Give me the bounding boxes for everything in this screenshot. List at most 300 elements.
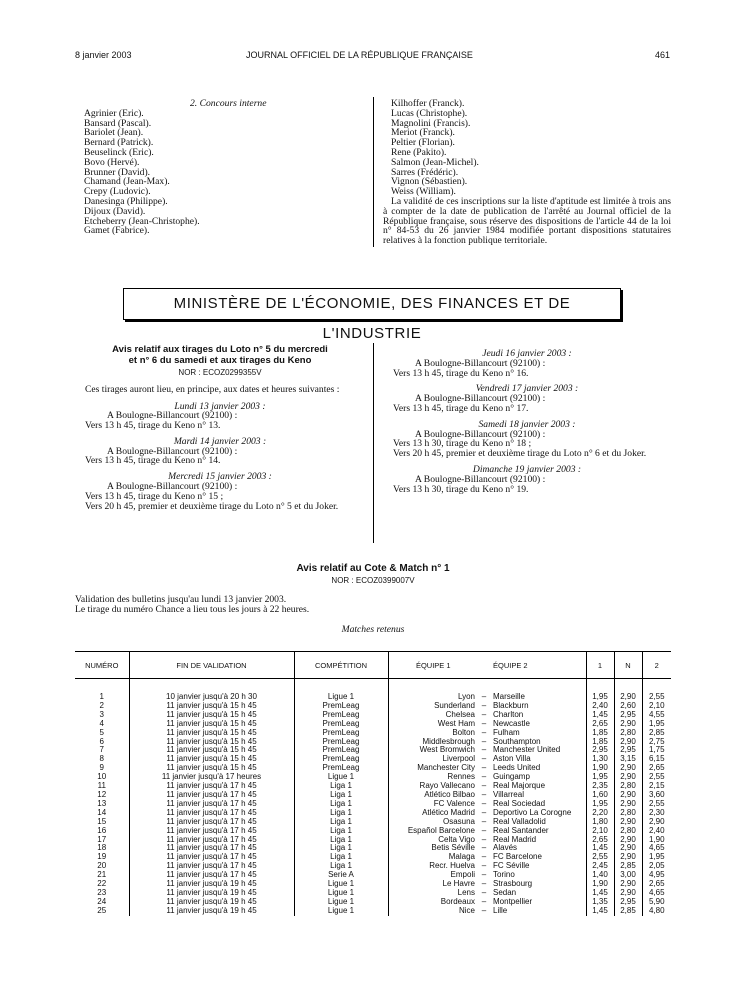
cell-equipe2: Real Valladolid: [493, 816, 546, 826]
cell-fin-validation: 11 janvier jusqu'à 17 h 45: [129, 782, 294, 791]
cell-odd-1: 1,45: [586, 844, 614, 853]
cell-odd-1: 2,35: [586, 782, 614, 791]
cell-odd-2: 2,10: [642, 702, 671, 711]
cell-equipe1: West Bromwich: [388, 746, 478, 755]
cell-fin-validation: 11 janvier jusqu'à 15 h 45: [129, 755, 294, 764]
cell-equipe1: Atlético Bilbao: [388, 791, 478, 800]
draw-date: Jeudi 16 janvier 2003 :: [482, 348, 572, 359]
table-row: [75, 702, 671, 711]
cell-equipe1: Bordeaux: [388, 898, 478, 907]
cell-odd-n: 2,90: [614, 773, 642, 782]
cell-dash: –: [481, 772, 487, 782]
th-fin-validation: FIN DE VALIDATION: [129, 652, 294, 679]
cell-fin-validation: 11 janvier jusqu'à 15 h 45: [129, 764, 294, 773]
cell-dash: –: [481, 879, 487, 889]
cell-odd-n: 2,80: [614, 827, 642, 836]
cell-fin-validation: 11 janvier jusqu'à 17 h 45: [129, 836, 294, 845]
cell-equipe1: Español Barcelone: [388, 827, 478, 836]
cell-odd-2: 5,90: [642, 898, 671, 907]
cell-numero: 12: [97, 789, 107, 799]
cell-dash: –: [481, 718, 487, 728]
draw-day: [383, 384, 671, 413]
candidate-name: Dijoux (David).: [84, 205, 146, 217]
draw-line: Vers 13 h 30, tirage du Keno n° 19.: [393, 483, 529, 495]
table-row: [75, 720, 671, 729]
th-equipe2: ÉQUIPE 2: [490, 652, 586, 679]
cell-odd-1: 2,40: [586, 702, 614, 711]
th-competition: COMPÉTITION: [294, 652, 388, 679]
cell-odd-2: 4,65: [642, 844, 671, 853]
cell-odd-2: 2,85: [642, 729, 671, 738]
cell-equipe1: Lens: [388, 889, 478, 898]
cell-equipe1: Malaga: [388, 853, 478, 862]
cell-numero: 24: [97, 896, 107, 906]
cell-odd-2: 2,30: [642, 809, 671, 818]
cell-competition: Liga 1: [294, 836, 388, 845]
cell-odd-n: 2,90: [614, 791, 642, 800]
cote-line2: Le tirage du numéro Chance a lieu tous les jours à 22 heures.: [75, 603, 310, 615]
cell-fin-validation: 11 janvier jusqu'à 17 h 45: [129, 809, 294, 818]
cell-competition: Liga 1: [294, 800, 388, 809]
cell-competition: PremLeag: [294, 711, 388, 720]
cell-competition: PremLeag: [294, 738, 388, 747]
cell-equipe2: Manchester United: [493, 745, 561, 755]
cell-fin-validation: 11 janvier jusqu'à 17 h 45: [129, 871, 294, 880]
table-row: [75, 827, 671, 836]
draw-line: Vers 13 h 45, tirage du Keno n° 17.: [393, 402, 529, 414]
cell-dash: –: [481, 736, 487, 746]
concours-left-list: [84, 109, 364, 236]
cell-odd-2: 2,75: [642, 738, 671, 747]
cell-equipe2: Real Majorque: [493, 781, 546, 791]
draw-date: Mercredi 15 janvier 2003 :: [168, 471, 272, 483]
draw-date: Samedi 18 janvier 2003 :: [478, 418, 576, 430]
candidate-name: Magnolini (Francis).: [391, 117, 471, 129]
cell-odd-1: 1,35: [586, 898, 614, 907]
cote-nor: NOR : ECOZ0399007V: [331, 576, 415, 585]
cell-equipe1: Empoli: [388, 871, 478, 880]
table-row: [75, 853, 671, 862]
cell-equipe2: Real Madrid: [493, 834, 537, 844]
draw-line: Vers 13 h 45, tirage du Keno n° 16.: [393, 367, 529, 379]
cell-equipe2: Alavés: [493, 843, 518, 853]
cote-line1: Validation des bulletins jusqu'au lundi 13 janvier 2003.: [75, 594, 287, 605]
candidate-name: Lucas (Christophe).: [391, 107, 468, 119]
cell-equipe1: Nice: [388, 907, 478, 916]
cell-equipe1: Atlético Madrid: [388, 809, 478, 818]
cell-odd-2: 4,95: [642, 871, 671, 880]
cell-equipe1: Betis Séville: [388, 844, 478, 853]
draw-line: Vers 13 h 45, tirage du Keno n° 15 ;: [85, 490, 224, 502]
cell-fin-validation: 10 janvier jusqu'à 20 h 30: [129, 693, 294, 702]
draw-place: A Boulogne-Billancourt (92100) :: [415, 473, 546, 485]
cell-numero: 3: [99, 709, 104, 719]
cell-competition: Serie A: [294, 871, 388, 880]
cell-equipe1: Liverpool: [388, 755, 478, 764]
cell-equipe1: FC Valence: [388, 800, 478, 809]
cell-odd-n: 2,90: [614, 764, 642, 773]
table-row: [75, 729, 671, 738]
header-journal: JOURNAL OFFICIEL DE LA RÉPUBLIQUE FRANÇAISE: [246, 50, 473, 60]
candidate-name: Bernard (Patrick).: [84, 137, 154, 149]
cell-equipe2: Southampton: [493, 736, 541, 746]
cell-dash: –: [481, 870, 487, 880]
cell-dash: –: [481, 692, 487, 701]
th-odd-n: N: [614, 652, 642, 679]
draw-day: [75, 472, 365, 511]
header-date: 8 janvier 2003: [75, 50, 132, 60]
cell-fin-validation: 11 janvier jusqu'à 15 h 45: [129, 729, 294, 738]
cell-competition: PremLeag: [294, 702, 388, 711]
cell-odd-n: 3,15: [614, 755, 642, 764]
cell-fin-validation: 11 janvier jusqu'à 15 h 45: [129, 738, 294, 747]
cell-fin-validation: 11 janvier jusqu'à 17 h 45: [129, 862, 294, 871]
cell-equipe2: Real Sociedad: [493, 798, 546, 808]
cell-numero: 10: [97, 772, 107, 782]
cell-odd-n: 2,90: [614, 844, 642, 853]
draw-date: Mardi 14 janvier 2003 :: [173, 435, 267, 447]
candidate-name: Rene (Pakito).: [391, 146, 447, 158]
cell-fin-validation: 11 janvier jusqu'à 15 h 45: [129, 720, 294, 729]
cell-odd-n: 2,80: [614, 809, 642, 818]
cell-competition: Liga 1: [294, 782, 388, 791]
table-row: [75, 791, 671, 800]
cell-equipe2: Blackburn: [493, 700, 529, 710]
cell-odd-2: 1,90: [642, 836, 671, 845]
cell-odd-n: 2,90: [614, 853, 642, 862]
cell-numero: 5: [99, 727, 104, 737]
cell-dash: –: [481, 852, 487, 862]
table-row: [75, 898, 671, 907]
cell-equipe2: Guingamp: [493, 772, 530, 782]
cell-numero: 9: [99, 763, 104, 773]
cell-numero: 15: [97, 816, 107, 826]
cell-equipe2: Newcastle: [493, 718, 530, 728]
concours-paragraph: La validité de ces inscriptions sur la liste d'aptitude est limitée à trois ans à compter de la date de publication de l'arrêté au Journal officiel de la République française, sous réserve des dispositions de l'article 44 de la loi n° 84-53 du 26 janvier 1984 modifiée portant dispositions statutaires relatives à la fonction publique territoriale.: [383, 195, 671, 247]
candidate-name: Meriot (Franck).: [391, 127, 455, 139]
draw-line: Vers 13 h 45, tirage du Keno n° 13.: [85, 420, 221, 432]
cell-odd-2: 6,15: [642, 755, 671, 764]
cell-odd-2: 3,60: [642, 791, 671, 800]
cell-dash: –: [481, 789, 487, 799]
cell-equipe2: Deportivo La Corogne: [493, 807, 572, 817]
cell-odd-1: 1,90: [586, 880, 614, 889]
cell-fin-validation: 11 janvier jusqu'à 17 h 45: [129, 818, 294, 827]
loto-title-line1: Avis relatif aux tirages du Loto n° 5 du mercredi: [112, 344, 328, 355]
cell-odd-2: 2,40: [642, 827, 671, 836]
th-odd-2: 2: [642, 652, 671, 679]
cell-numero: 13: [97, 798, 107, 808]
cell-dash: –: [481, 727, 487, 737]
th-equipe1: ÉQUIPE 1: [388, 652, 478, 679]
column-divider-2: [373, 343, 374, 543]
draw-date: Dimanche 19 janvier 2003 :: [472, 463, 582, 475]
cell-odd-1: 1,45: [586, 907, 614, 916]
table-row: [75, 809, 671, 818]
cell-odd-1: 1,95: [586, 773, 614, 782]
cell-fin-validation: 11 janvier jusqu'à 17 h 45: [129, 853, 294, 862]
cell-equipe2: Charlton: [493, 709, 524, 719]
cell-odd-1: 1,45: [586, 711, 614, 720]
cell-numero: 21: [97, 870, 107, 880]
cell-equipe2: Lille: [493, 905, 508, 915]
candidate-name: Etcheberry (Jean-Christophe).: [84, 215, 200, 227]
cell-equipe1: Lyon: [388, 693, 478, 702]
loto-days-right: [383, 343, 671, 494]
matches-table: [75, 651, 671, 916]
cell-equipe2: FC Barcelone: [493, 852, 542, 862]
table-header-row: [75, 652, 671, 679]
cell-odd-2: 2,15: [642, 782, 671, 791]
cell-odd-1: 1,80: [586, 818, 614, 827]
cell-competition: Liga 1: [294, 791, 388, 800]
cell-odd-n: 2,90: [614, 880, 642, 889]
cell-numero: 16: [97, 825, 107, 835]
cell-odd-1: 2,20: [586, 809, 614, 818]
cell-equipe2: Aston Villa: [493, 754, 531, 764]
th-odd-1: 1: [586, 652, 614, 679]
cell-fin-validation: 11 janvier jusqu'à 15 h 45: [129, 702, 294, 711]
cell-fin-validation: 11 janvier jusqu'à 19 h 45: [129, 880, 294, 889]
table-row: [75, 880, 671, 889]
candidate-name: Crepy (Ludovic).: [84, 186, 151, 198]
cell-equipe2: Torino: [493, 870, 515, 880]
cell-odd-1: 1,60: [586, 791, 614, 800]
cell-numero: 11: [97, 781, 106, 791]
candidate-name: Vignon (Sébastien).: [391, 176, 468, 188]
cell-competition: PremLeag: [294, 729, 388, 738]
cell-odd-2: 1,75: [642, 746, 671, 755]
cell-odd-n: 2,90: [614, 720, 642, 729]
cell-equipe1: Celta Vigo: [388, 836, 478, 845]
cell-numero: 19: [97, 852, 107, 862]
cell-equipe2: Fulham: [493, 727, 520, 737]
cell-competition: PremLeag: [294, 720, 388, 729]
draw-date: Lundi 13 janvier 2003 :: [174, 400, 266, 412]
cell-odd-n: 2,90: [614, 738, 642, 747]
cell-odd-2: 1,95: [642, 720, 671, 729]
cell-odd-n: 2,95: [614, 746, 642, 755]
cell-odd-n: 2,80: [614, 729, 642, 738]
table-row: [75, 755, 671, 764]
candidate-name: Kilhoffer (Franck).: [391, 98, 465, 109]
cell-odd-n: 2,90: [614, 693, 642, 702]
cell-dash: –: [481, 834, 487, 844]
cell-equipe1: Sunderland: [388, 702, 478, 711]
cell-equipe1: Middlesbrough: [388, 738, 478, 747]
cell-odd-2: 2,05: [642, 862, 671, 871]
concours-left-column: [84, 99, 364, 236]
cell-competition: Ligue 1: [294, 693, 388, 702]
cell-odd-n: 3,00: [614, 871, 642, 880]
concours-right-list: [383, 99, 671, 197]
cell-odd-1: 2,65: [586, 836, 614, 845]
table-row: [75, 782, 671, 791]
cell-fin-validation: 11 janvier jusqu'à 17 h 45: [129, 844, 294, 853]
cell-odd-1: 2,10: [586, 827, 614, 836]
table-row: [75, 800, 671, 809]
cell-dash: –: [481, 861, 487, 871]
cell-odd-2: 2,90: [642, 818, 671, 827]
cell-numero: 20: [97, 861, 107, 871]
draw-place: A Boulogne-Billancourt (92100) :: [107, 481, 238, 493]
loto-nor: NOR : ECOZ0299355V: [178, 368, 262, 377]
cell-fin-validation: 11 janvier jusqu'à 19 h 45: [129, 889, 294, 898]
cell-odd-2: 1,95: [642, 853, 671, 862]
cell-odd-n: 2,80: [614, 782, 642, 791]
concours-title: 2. Concours interne: [190, 98, 267, 109]
loto-notice: [75, 344, 365, 511]
cell-competition: Liga 1: [294, 818, 388, 827]
cell-dash: –: [481, 700, 487, 710]
draw-day: [75, 437, 365, 466]
cell-fin-validation: 11 janvier jusqu'à 15 h 45: [129, 746, 294, 755]
draw-place: A Boulogne-Billancourt (92100) :: [107, 445, 238, 457]
cell-numero: 4: [99, 718, 104, 728]
cell-equipe2: FC Séville: [493, 861, 530, 871]
cell-odd-2: 4,65: [642, 889, 671, 898]
table-caption: Matches retenus: [341, 623, 405, 635]
cell-competition: Liga 1: [294, 844, 388, 853]
cell-odd-2: 2,55: [642, 800, 671, 809]
cell-competition: Liga 1: [294, 862, 388, 871]
cell-odd-1: 1,95: [586, 693, 614, 702]
cote-title: Avis relatif au Cote & Match n° 1: [296, 563, 450, 574]
candidate-name: Chamand (Jean-Max).: [84, 176, 170, 188]
cell-equipe2: Sedan: [493, 887, 517, 897]
table-row: [75, 889, 671, 898]
cell-equipe1: Recr. Huelva: [388, 862, 478, 871]
table-row: [75, 693, 671, 702]
draw-day: [75, 402, 365, 431]
candidate-name: Weiss (William).: [391, 186, 456, 198]
cell-odd-2: 2,55: [642, 693, 671, 702]
cell-dash: –: [481, 825, 487, 835]
cell-fin-validation: 11 janvier jusqu'à 17 h 45: [129, 791, 294, 800]
th-numero: NUMÉRO: [75, 652, 129, 679]
cell-dash: –: [481, 781, 487, 791]
cote-notice: [75, 563, 671, 634]
cell-odd-1: 2,55: [586, 853, 614, 862]
cell-numero: 8: [99, 754, 104, 764]
cell-equipe2: Real Santander: [493, 825, 549, 835]
cell-competition: PremLeag: [294, 746, 388, 755]
cell-equipe1: Osasuna: [388, 818, 478, 827]
draw-day: [383, 420, 671, 459]
cell-numero: 14: [97, 807, 107, 817]
cell-fin-validation: 11 janvier jusqu'à 17 heures: [129, 773, 294, 782]
cell-odd-2: 4,55: [642, 711, 671, 720]
cell-odd-1: 1,90: [586, 764, 614, 773]
cell-equipe2: Villarreal: [493, 789, 524, 799]
cell-dash: –: [481, 745, 487, 755]
cell-equipe1: Chelsea: [388, 711, 478, 720]
draw-line: Vers 13 h 45, tirage du Keno n° 14.: [85, 455, 221, 467]
cell-odd-n: 2,95: [614, 711, 642, 720]
loto-intro: Ces tirages auront lieu, en principe, aux dates et heures suivantes :: [85, 384, 340, 395]
header-page: 461: [655, 50, 671, 60]
cell-fin-validation: 11 janvier jusqu'à 19 h 45: [129, 898, 294, 907]
candidate-name: Agrinier (Eric).: [84, 107, 144, 119]
loto-days-left: [75, 402, 365, 512]
cell-odd-1: 2,65: [586, 720, 614, 729]
cell-numero: 17: [97, 834, 107, 844]
cell-odd-2: 2,65: [642, 880, 671, 889]
draw-line: Vers 20 h 45, premier et deuxième tirage du Loto n° 6 et du Joker.: [393, 448, 647, 460]
cell-dash: –: [481, 763, 487, 773]
candidate-name: Danesinga (Philippe).: [84, 195, 168, 207]
cell-numero: 7: [99, 745, 104, 755]
cell-fin-validation: 11 janvier jusqu'à 19 h 45: [129, 907, 294, 916]
draw-place: A Boulogne-Billancourt (92100) :: [107, 410, 238, 422]
draw-date: Vendredi 17 janvier 2003 :: [475, 383, 579, 395]
cell-fin-validation: 11 janvier jusqu'à 17 h 45: [129, 800, 294, 809]
cell-fin-validation: 11 janvier jusqu'à 17 h 45: [129, 827, 294, 836]
draw-line: Vers 20 h 45, premier et deuxième tirage du Loto n° 5 et du Joker.: [85, 500, 339, 512]
draw-place: A Boulogne-Billancourt (92100) :: [415, 393, 546, 405]
cell-competition: Liga 1: [294, 853, 388, 862]
cell-dash: –: [481, 816, 487, 826]
cell-odd-n: 2,85: [614, 907, 642, 916]
candidate-name: Bovo (Hervé).: [84, 156, 140, 168]
table-row: [75, 738, 671, 747]
cell-fin-validation: 11 janvier jusqu'à 15 h 45: [129, 711, 294, 720]
candidate-name: Beuselinck (Eric).: [84, 146, 154, 158]
cell-numero: 22: [97, 879, 107, 889]
table-row: [75, 907, 671, 916]
draw-place: A Boulogne-Billancourt (92100) :: [415, 428, 546, 440]
cell-dash: –: [481, 798, 487, 808]
draw-place: A Boulogne-Billancourt (92100) :: [415, 357, 546, 369]
cell-equipe1: West Ham: [388, 720, 478, 729]
cell-odd-2: 4,80: [642, 907, 671, 916]
candidate-name: Salmon (Jean-Michel).: [391, 156, 479, 168]
candidate-name: Bansard (Pascal).: [84, 117, 152, 129]
draw-day: [383, 465, 671, 494]
table-row: [75, 871, 671, 880]
cell-odd-1: 1,45: [586, 889, 614, 898]
concours-right-column: [383, 99, 671, 246]
cell-numero: 1: [99, 692, 104, 701]
cell-dash: –: [481, 709, 487, 719]
cell-dash: –: [481, 905, 487, 915]
table-row: [75, 711, 671, 720]
column-divider: [373, 97, 374, 247]
cell-equipe1: Bolton: [388, 729, 478, 738]
cell-equipe2: Strasbourg: [493, 879, 533, 889]
cell-equipe1: Rennes: [388, 773, 478, 782]
cell-odd-1: 1,85: [586, 738, 614, 747]
cell-dash: –: [481, 896, 487, 906]
candidate-name: Bariolet (Jean).: [84, 127, 144, 139]
table-row: [75, 862, 671, 871]
cell-numero: 18: [97, 843, 107, 853]
ministry-title: MINISTÈRE DE L'ÉCONOMIE, DES FINANCES ET DE L'INDUSTRIE: [123, 288, 621, 320]
cell-odd-n: 2,95: [614, 898, 642, 907]
cell-competition: Liga 1: [294, 809, 388, 818]
candidate-name: Sarres (Frédéric).: [391, 166, 459, 178]
cell-equipe2: Leeds United: [493, 763, 541, 773]
cell-competition: Ligue 1: [294, 898, 388, 907]
cell-competition: Ligue 1: [294, 773, 388, 782]
cell-odd-1: 2,45: [586, 862, 614, 871]
cell-odd-n: 2,85: [614, 862, 642, 871]
candidate-name: Gamet (Fabrice).: [84, 225, 150, 237]
cell-competition: PremLeag: [294, 764, 388, 773]
cell-odd-n: 2,90: [614, 800, 642, 809]
cell-dash: –: [481, 807, 487, 817]
cell-dash: –: [481, 887, 487, 897]
